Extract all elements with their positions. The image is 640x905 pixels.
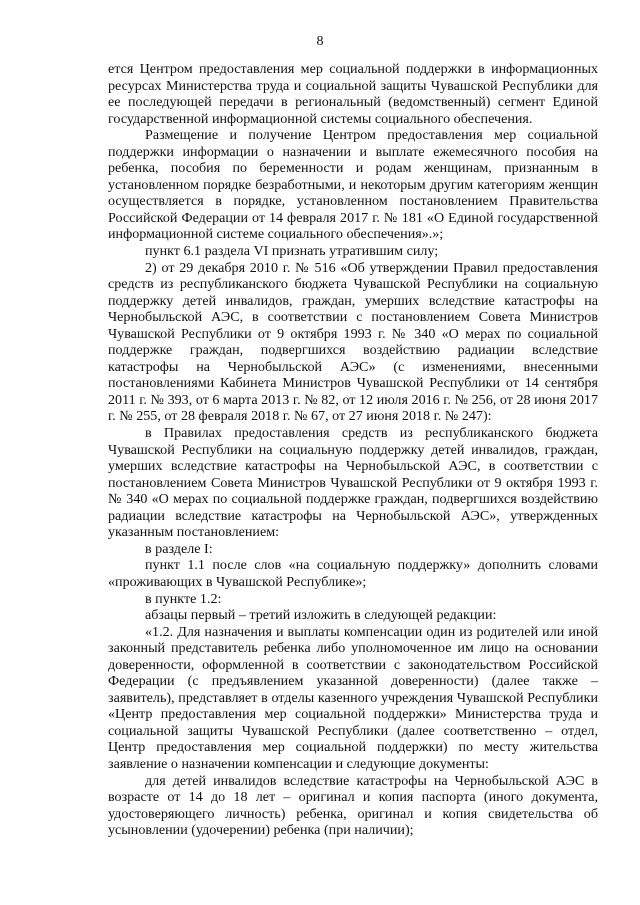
document-body bbox=[108, 61, 598, 839]
page-number: 8 bbox=[316, 34, 324, 49]
paragraph: 2) от 29 декабря 2010 г. № 516 «Об утверждении Правил предоставления средств из республиканского бюджета Чувашской Республики на социальную поддержку детей инвалидов, граждан, умерших вследствие катастрофы на Чернобыльской АЭС, в соответствии с постановлением Совета Министров Чувашской Республики от 9 октября 1993 г. № 340 «О мерах по социальной поддержке граждан, подвергшихся воздействию радиации вследствие катастрофы на Чернобыльской АЭС» (с изменениями, внесенными постановлениями Кабинета Министров Чувашской Республики от 14 сентября 2011 г. № 393, от 6 марта 2013 г. № 82, от 12 июля 2016 г. № 256, от 28 июня 2017 г. № 255, от 28 февраля 2018 г. № 67, от 27 июня 2018 г. № 247): bbox=[108, 259, 598, 425]
paragraph: абзацы первый – третий изложить в следующей редакции: bbox=[145, 607, 497, 624]
paragraph: ется Центром предоставления мер социальной поддержки в информационных ресурсах Министерства труда и социальной защиты Чувашской Республики для ее последующей передачи в региональный (ведомственный) сегмент Единой государственной информационной системы социального обеспечения. bbox=[108, 61, 598, 127]
paragraph: пункт 6.1 раздела VI признать утратившим силу; bbox=[145, 243, 439, 260]
paragraph: в Правилах предоставления средств из республиканского бюджета Чувашской Республики на социальную поддержку детей инвалидов, граждан, умерших вследствие катастрофы на Чернобыльской АЭС, в соответствии с постановлением Совета Министров Чувашской Республики от 9 октября 1993 г. № 340 «О мерах по социальной поддержке граждан, подвергшихся воздействию радиации вследствие катастрофы на Чернобыльской АЭС», утвержденных указанным постановлением: bbox=[108, 425, 598, 541]
paragraph: для детей инвалидов вследствие катастрофы на Чернобыльской АЭС в возрасте от 14 до 18 лет – оригинал и копия паспорта (иного документа, удостоверяющего личность) ребенка, оригинал и копия свидетельства об усыновлении (удочерении) ребенка (при наличии); bbox=[108, 772, 598, 839]
paragraph: в разделе I: bbox=[145, 540, 213, 557]
paragraph: Размещение и получение Центром предоставления мер социальной поддержки информации о назначении и выплате ежемесячного пособия на ребенка, пособия по беременности и родам женщинам, признанным в установленном порядке безработными, и некоторым другим категориям женщин осуществляется в порядке, установленном постановлением Правительства Российской Федерации от 14 февраля 2017 г. № 181 «О Единой государственной информационной системе социального обеспечения».»; bbox=[108, 127, 598, 243]
paragraph: «1.2. Для назначения и выплаты компенсации один из родителей или иной законный представитель ребенка либо уполномоченное им лицо на основании доверенности, оформленной в соответствии с законодательством Российской Федерации (с предъявлением указанной доверенности) (далее также – заявитель), представляет в отделы казенного учреждения Чувашской Республики «Центр предоставления мер социальной поддержки» Министерства труда и социальной защиты Чувашской Республики (далее соответственно – отдел, Центр предоставления мер социальной поддержки) по месту жительства заявление о назначении компенсации и следующие документы: bbox=[108, 623, 598, 772]
paragraph: в пункте 1.2: bbox=[145, 590, 222, 607]
paragraph: пункт 1.1 после слов «на социальную поддержку» дополнить словами «проживающих в Чувашской Республике»; bbox=[108, 557, 598, 590]
